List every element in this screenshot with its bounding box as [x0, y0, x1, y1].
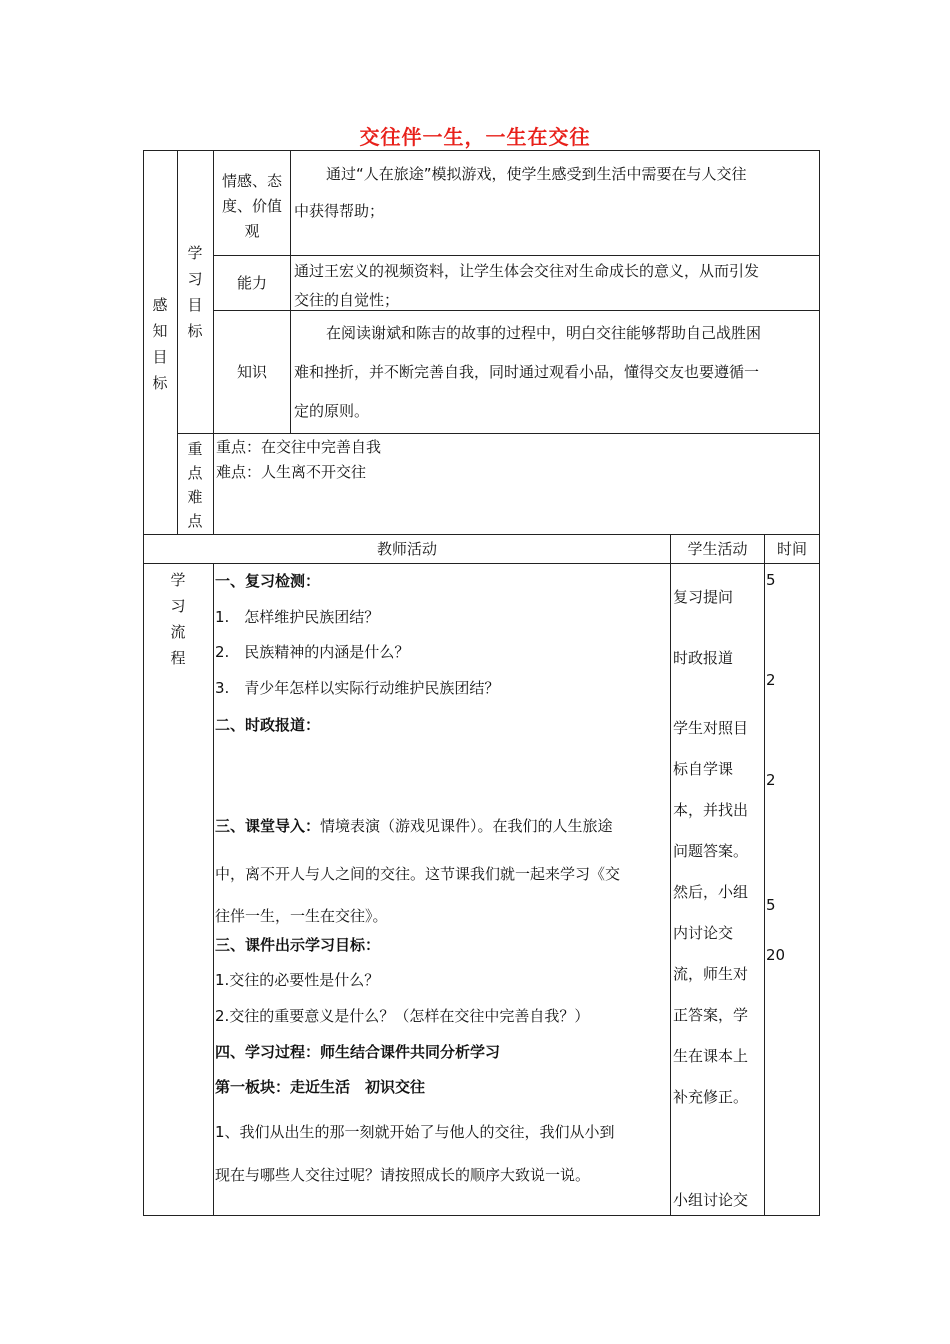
section-current-affairs-title: 二、时政报道：: [215, 716, 321, 734]
label-learning-flow: 学 习 流 程: [170, 571, 186, 667]
review-question: 1. 怎样维护民族团结？: [215, 608, 380, 626]
ability-goal-text: 通过王宏义的视频资料，让学生体会交往对生命成长的意义，从而引发 交往的自觉性；: [294, 262, 760, 309]
table-border-top: [143, 150, 819, 151]
row-divider: [143, 563, 819, 564]
label-knowledge: 知识: [236, 363, 267, 381]
row-divider: [213, 255, 290, 256]
col-divider: [670, 534, 671, 1215]
label-emotion-attitude-values: 情感、态 度、价值 观: [221, 172, 282, 240]
table-border-left: [143, 150, 144, 1216]
label-ability: 能力: [236, 274, 267, 292]
emotion-goal-text: 通过“人在旅途”模拟游戏，使学生感受到生活中需要在与人交往 中获得帮助；: [294, 165, 747, 220]
section-process-title: 四、学习过程：师生结合课件共同分析学习: [215, 1043, 501, 1061]
time-value: 5: [766, 571, 776, 589]
time-value: 5: [766, 896, 776, 914]
header-time: 时间: [776, 540, 807, 558]
review-question: 2. 民族精神的内涵是什么？: [215, 643, 410, 661]
student-activity-item: 复习提问: [673, 588, 734, 606]
section-label-perception-goals: 感 知 目 标: [152, 296, 168, 392]
section-review-title: 一、复习检测：: [215, 572, 321, 590]
table-border-right: [819, 150, 820, 1216]
difficult-point-text: 难点：人生离不开交往: [216, 463, 367, 481]
block-one-title: 第一板块：走近生活 初识交往: [215, 1078, 426, 1096]
section-intro-title: 三、课堂导入：: [215, 817, 321, 835]
goal-item: 1.交往的必要性是什么？: [215, 971, 380, 989]
time-value: 20: [766, 946, 786, 964]
col-divider: [177, 150, 178, 534]
student-activity-item: 小组讨论交: [673, 1191, 749, 1209]
row-divider: [177, 433, 819, 434]
col-divider: [213, 563, 214, 1215]
knowledge-goal-text: 在阅读谢斌和陈吉的故事的过程中，明白交往能够帮助自己战胜困 难和挫折，并不断完善自我，同时通过观看小品，懂得交友也要遵循一 定的原则。: [294, 324, 762, 420]
student-activity-item: 时政报道: [673, 649, 734, 667]
review-question: 3. 青少年怎样以实际行动维护民族团结？: [215, 679, 500, 697]
section-intro-text: 情境表演（游戏见课件）。在我们的人生旅途: [320, 817, 613, 835]
time-value: 2: [766, 671, 776, 689]
block-one-text: 1、我们从出生的那一刻就开始了与他人的交往，我们从小到 现在与哪些人交往过呢？请按照成长的顺序大致说一说。: [215, 1123, 615, 1184]
goal-item: 2.交往的重要意义是什么？（怎样在交往中完善自我？）: [215, 1007, 590, 1025]
section-intro: [215, 816, 613, 836]
label-key-difficult-points: 重 点 难 点: [187, 440, 203, 530]
key-point-text: 重点：在交往中完善自我: [216, 438, 382, 456]
student-activity-item: 学生对照目 标自学课 本，并找出 问题答案。 然后，小组 内讨论交 流，师生对 正答案，学 生在课本上 补充修正。: [673, 719, 749, 1106]
col-divider: [764, 534, 765, 1215]
header-teacher-activity: 教师活动: [376, 540, 437, 558]
section-goals-title: 三、课件出示学习目标：: [215, 936, 381, 954]
time-value: 2: [766, 771, 776, 789]
col-divider: [290, 150, 291, 433]
table-border-bottom: [143, 1215, 819, 1216]
row-divider: [290, 255, 819, 256]
row-divider: [143, 534, 819, 535]
label-learning-goals: 学 习 目 标: [187, 244, 203, 340]
section-intro-continued: 中，离不开人与人之间的交往。这节课我们就一起来学习《交 往伴一生，一生在交往》。: [215, 865, 621, 925]
document-title: 交往伴一生，一生在交往: [359, 125, 591, 149]
header-student-activity: 学生活动: [687, 540, 748, 558]
